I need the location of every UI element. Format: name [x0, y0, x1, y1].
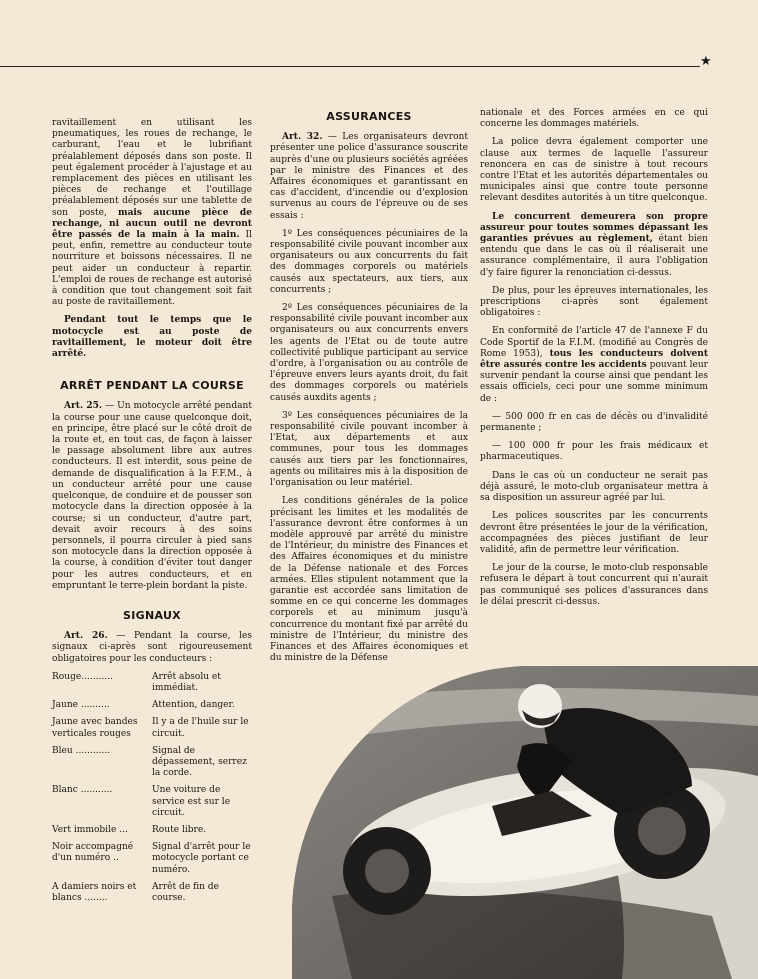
signal-key: A damiers noirs et blancs ........: [52, 881, 137, 903]
signal-value: Il y a de l'huile sur le circuit.: [152, 717, 249, 739]
paragraph-1: 1º Les conséquences pécuniaires de la responsabilité civile pouvant incomber aux organisateurs ou aux concurrents du fait des dommages corporels ou matériels causés aux spectateurs, aux tiers, aux concurrents ;: [270, 228, 468, 295]
signal-key: Jaune avec bandes verticales rouges: [52, 717, 138, 739]
signal-key: Jaune ..........: [52, 700, 110, 711]
paragraph-9: Le jour de la course, le moto-club responsable refusera le départ à tout concurrent qui n'aurait pas communiqué ses polices d'assurances dans le délai prescrit ci-dessus.: [480, 563, 708, 607]
signal-key: Blanc ...........: [52, 785, 113, 796]
motorcycle-image: [292, 666, 758, 979]
signal-key: Noir accompagné d'un numéro ..: [52, 842, 134, 864]
paragraph-7: Dans le cas où un conducteur ne serait pas déjà assuré, le moto-club organisateur mettra à sa disposition un assureur agréé par lui.: [480, 470, 708, 504]
signal-value: Signal de dépassement, serrez la corde.: [152, 745, 247, 779]
heading-signaux: SIGNAUX: [123, 608, 181, 622]
paragraph-moteur-arrete: Pendant tout le temps que le motocycle est au poste de ravitaillement, le moteur doit être arrêté.: [52, 315, 252, 360]
signals-list: [52, 672, 252, 910]
heading-assurances: ASSURANCES: [326, 110, 412, 123]
column-1: [52, 118, 252, 910]
paragraph-3: 3º Les conséquences pécuniaires de la responsabilité civile pouvant incomber à l'Etat, aux départements et aux communes, pour tous les dommages causés aux tiers par les fonctionnaires, agents ou militaires mis à la disposition de l'organisation ou leur matériel.: [270, 410, 468, 489]
signal-value: Une voiture de service est sur le circuit.: [152, 785, 231, 818]
paragraph-8: Les polices souscrites par les concurrents devront être présentées le jour de la vérification, accompagnées des pièces justifiant de leur validité, afin de permettre leur vérification.: [480, 511, 708, 555]
paragraph-4: En conformité de l'article 47 de l'annexe F du Code Sportif de la F.I.M. (modifié au Congrès de Rome 1953), tous les conducteurs doivent être assurés contre les accidents pouvant leur survenir pendant la course ainsi que pendant les essais officiels, ceci pour une somme minimum de :: [480, 326, 708, 404]
article-25: Art. 25. — Un motocycle arrêté pendant la course pour une cause quelconque doit, en principe, être placé sur le côté droit de la route et, en tout cas, de façon à laisser le passage absolument libre aux autres conducteurs. Il est interdit, sous peine de demande de disqualification à la F.F.M., à un conducteur arrêté pour une cause quelconque, de conduire et de pousser son motocycle dans la direction opposée à la course; si un conducteur, d'autre part, devait avoir recours à des soins personnels, il pourra circuler à pied sans son motocycle dans la direction opposée à la course, à condition d'éviter tout danger pour les autres conducteurs, et en empruntant le terre-plein bordant la piste.: [52, 401, 252, 591]
motorcycle-photo: [292, 666, 758, 979]
paragraph-2: Le concurrent demeurera son propre assureur pour toutes sommes dépassant les garanties prévues au règlement, étant bien entendu que dans le cas où il réaliserait une assurance complémentaire, il aura l'obligation d'y faire figurer la renonciation ci-dessus.: [480, 211, 708, 278]
column-2: [270, 111, 468, 671]
paragraph-0: nationale et des Forces armées en ce qui concerne les dommages matériels.: [480, 108, 708, 130]
signal-key: Bleu ............: [52, 745, 111, 756]
paragraph-5: — 500 000 fr en cas de décès ou d'invalidité permanente ;: [480, 411, 708, 434]
top-rule: [0, 66, 700, 67]
paragraph-3: De plus, pour les épreuves internationales, les prescriptions ci-après sont également obligatoires :: [480, 285, 708, 319]
paragraph-4: Les conditions générales de la police précisant les limites et les modalités de l'assurance devront être conformes à un modèle approuvé par arrêté du ministre de l'Intérieur, du ministre des Finances et des Affaires économiques et du ministre de la Défense nationale et des Forces armées. Elles stipulent notamment que la garantie est accordée sans limitation de somme en ce qui concerne les dommages corporels et au minimum jusqu'à concurrence du montant fixé par arrêté du ministre de l'Intérieur, du ministre des Finances et des Affaires économiques et du ministre de la Défense: [270, 496, 468, 664]
star-icon: ★: [700, 54, 712, 69]
signal-key: Vert immobile ...: [52, 824, 128, 835]
paragraph-1: La police devra également comporter une clause aux termes de laquelle l'assureur renoncera en cas de sinistre à tout recours contre l'Etat et les autorités départementales ou municipales ainsi que contre toute personne relevant desdites autorités à un titre quelconque.: [480, 137, 708, 204]
paragraph-2: 2º Les conséquences pécuniaires de la responsabilité civile pouvant incomber aux organisateurs ou aux concurrents envers les agents de l'Etat ou de toute autre collectivité publique participant au service d'ordre, à l'organisation ou au contrôle de l'épreuve envers leurs ayants droit, du fait des dommages corporels ou matériels causés auxdits agents ;: [270, 303, 468, 403]
heading-arret: ARRÊT PENDANT LA COURSE: [60, 379, 244, 393]
signal-value: Arrêt absolu et immédiat.: [152, 671, 221, 693]
column-3: [480, 108, 708, 615]
signal-value: Attention, danger.: [152, 700, 235, 711]
paragraph-6: — 100 000 fr pour les frais médicaux et pharmaceutiques.: [480, 441, 708, 463]
signal-value: Arrêt de fin de course.: [152, 881, 219, 903]
article-32: Art. 32. — Les organisateurs devront présenter une police d'assurance souscrite auprès d'une ou plusieurs sociétés agréées par le ministre des Finances et des Affaires économiques et garantissant en cas d'accident, d'incendie ou d'explosion survenus au cours de l'épreuve ou de ses essais :: [270, 132, 468, 221]
article-26: Art. 26. — Pendant la course, les signaux ci-après sont rigoureusement obligatoires pour les conducteurs :: [52, 631, 252, 664]
paragraph-ravitaillement: ravitaillement en utilisant les pneumatiques, les roues de rechange, le carburant, l'eau et le lubrifiant préalablement déposés dans son poste. Il peut également procéder à l'ajustage et au remplacement des pièces en utilisant les pièces de rechange et l'outillage préalablement déposés sur une tablette de son poste, mais aucune pièce de rechange, ni aucun outil ne devront être passés de la main à la main. Il peut, enfin, remettre au conducteur toute nourriture et boissons nécessaires. Il ne peut aider un conducteur à repartir. L'emploi de roues de rechange est autorisé à condition que tout changement soit fait au poste de ravitaillement.: [52, 118, 252, 308]
signal-key: Rouge...........: [52, 671, 113, 682]
signal-value: Signal d'arrêt pour le motocycle portant ce numéro.: [152, 842, 251, 875]
signal-value: Route libre.: [152, 824, 207, 835]
